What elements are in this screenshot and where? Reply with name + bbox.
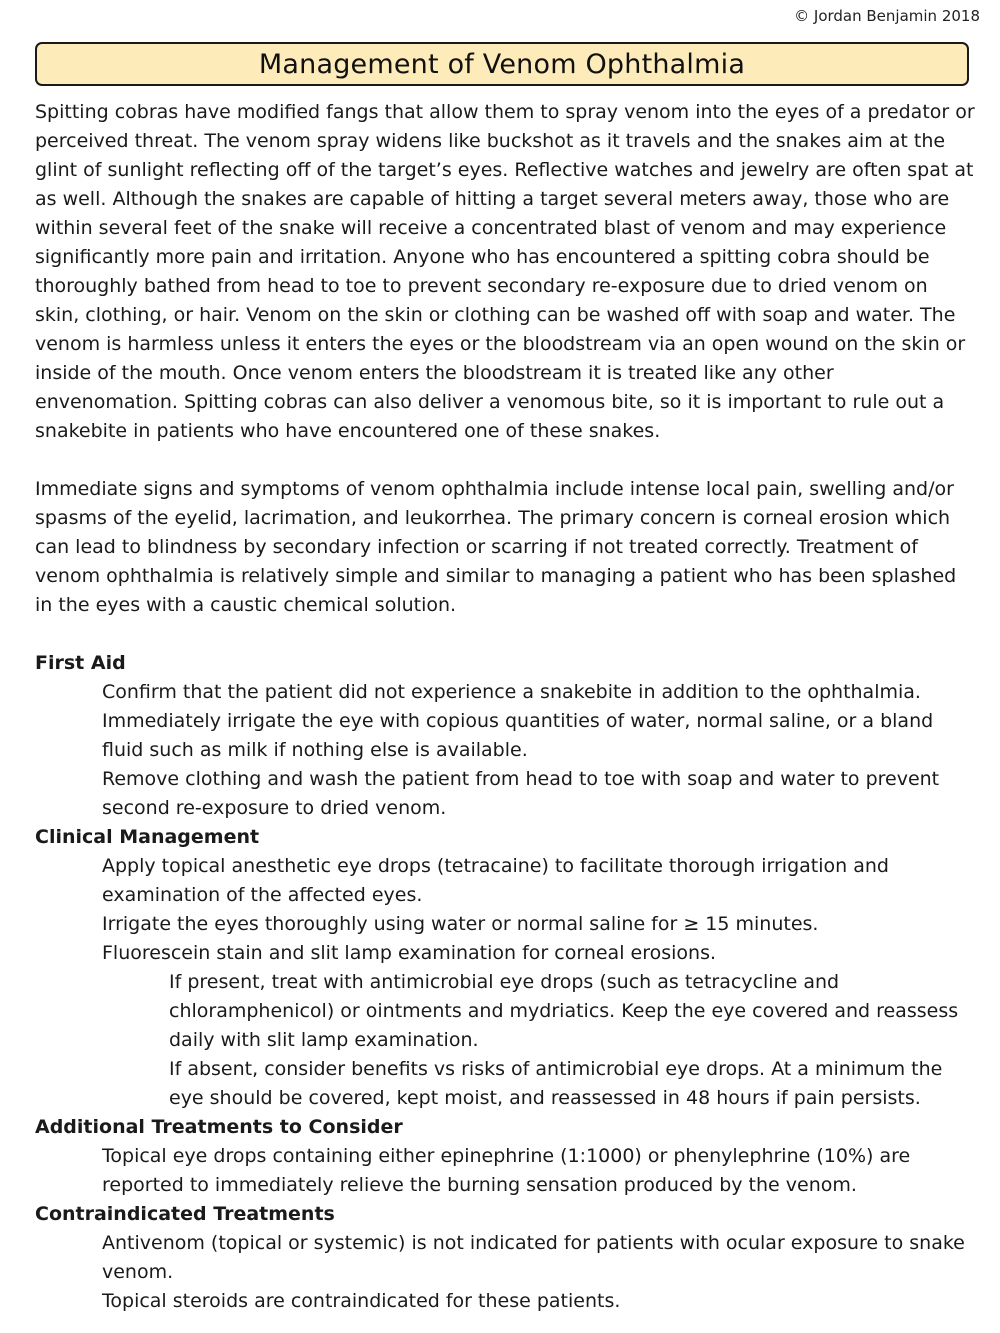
- additional-treatments-heading: Additional Treatments to Consider: [35, 1116, 403, 1138]
- clinical-management-subitem: If absent, consider benefits vs risks of antimicrobial eye drops. At a minimum the eye should be covered, kept moist, and reassessed in 48 hours if pain persists.: [169, 1058, 943, 1109]
- contraindicated-treatments-item: Topical steroids are contraindicated for these patients.: [102, 1290, 621, 1312]
- first-aid-heading: First Aid: [35, 652, 126, 674]
- symptoms-paragraph: Immediate signs and symptoms of venom ophthalmia include intense local pain, swelling and/or spasms of the eyelid, lacrimation, and leukorrhea. The primary concern is corneal erosion which can lead to blindness by secondary infection or scarring if not treated correctly. Treatment of venom ophthalmia is relatively simple and similar to managing a patient who has been splashed in the eyes with a caustic chemical solution.: [35, 478, 957, 616]
- first-aid-item: Remove clothing and wash the patient from head to toe with soap and water to prevent second re-exposure to dried venom.: [102, 768, 940, 819]
- clinical-management-item: Apply topical anesthetic eye drops (tetracaine) to facilitate thorough irrigation and examination of the affected eyes.: [102, 855, 889, 906]
- additional-treatments-item: Topical eye drops containing either epinephrine (1:1000) or phenylephrine (10%) are reported to immediately relieve the burning sensation produced by the venom.: [102, 1145, 911, 1196]
- clinical-management-item: Irrigate the eyes thoroughly using water or normal saline for ≥ 15 minutes.: [102, 913, 819, 935]
- first-aid-item: Confirm that the patient did not experience a snakebite in addition to the ophthalmia.: [102, 681, 921, 703]
- first-aid-item: Immediately irrigate the eye with copious quantities of water, normal saline, or a bland fluid such as milk if nothing else is available.: [102, 710, 934, 761]
- clinical-management-subitem: If present, treat with antimicrobial eye drops (such as tetracycline and chloramphenicol) or ointments and mydriatics. Keep the eye covered and reassess daily with slit lamp examination.: [169, 971, 959, 1051]
- contraindicated-treatments-item: Antivenom (topical or systemic) is not indicated for patients with ocular exposure to snake venom.: [102, 1232, 965, 1283]
- title-banner: [35, 42, 969, 86]
- intro-paragraph: Spitting cobras have modified fangs that allow them to spray venom into the eyes of a predator or perceived threat. The venom spray widens like buckshot as it travels and the snakes aim at the glint of sunlight reflecting off of the target’s eyes. Reflective watches and jewelry are often spat at as well. Although the snakes are capable of hitting a target several meters away, those who are within several feet of the snake will receive a concentrated blast of venom and may experience significantly more pain and irritation. Anyone who has encountered a spitting cobra should be thoroughly bathed from head to toe to prevent secondary re-exposure due to dried venom on skin, clothing, or hair. Venom on the skin or clothing can be washed off with soap and water. The venom is harmless unless it enters the eyes or the bloodstream via an open wound on the skin or inside of the mouth. Once venom enters the bloodstream it is treated like any other envenomation. Spitting cobras can also deliver a venomous bite, so it is important to rule out a snakebite in patients who have encountered one of these snakes.: [35, 101, 975, 442]
- document-body: [35, 98, 975, 1316]
- contraindicated-treatments-heading: Contraindicated Treatments: [35, 1203, 335, 1225]
- clinical-management-heading: Clinical Management: [35, 826, 260, 848]
- page-title: Management of Venom Ophthalmia: [258, 48, 746, 80]
- copyright-notice: © Jordan Benjamin 2018: [794, 7, 980, 25]
- clinical-management-item: Fluorescein stain and slit lamp examination for corneal erosions.: [102, 942, 717, 964]
